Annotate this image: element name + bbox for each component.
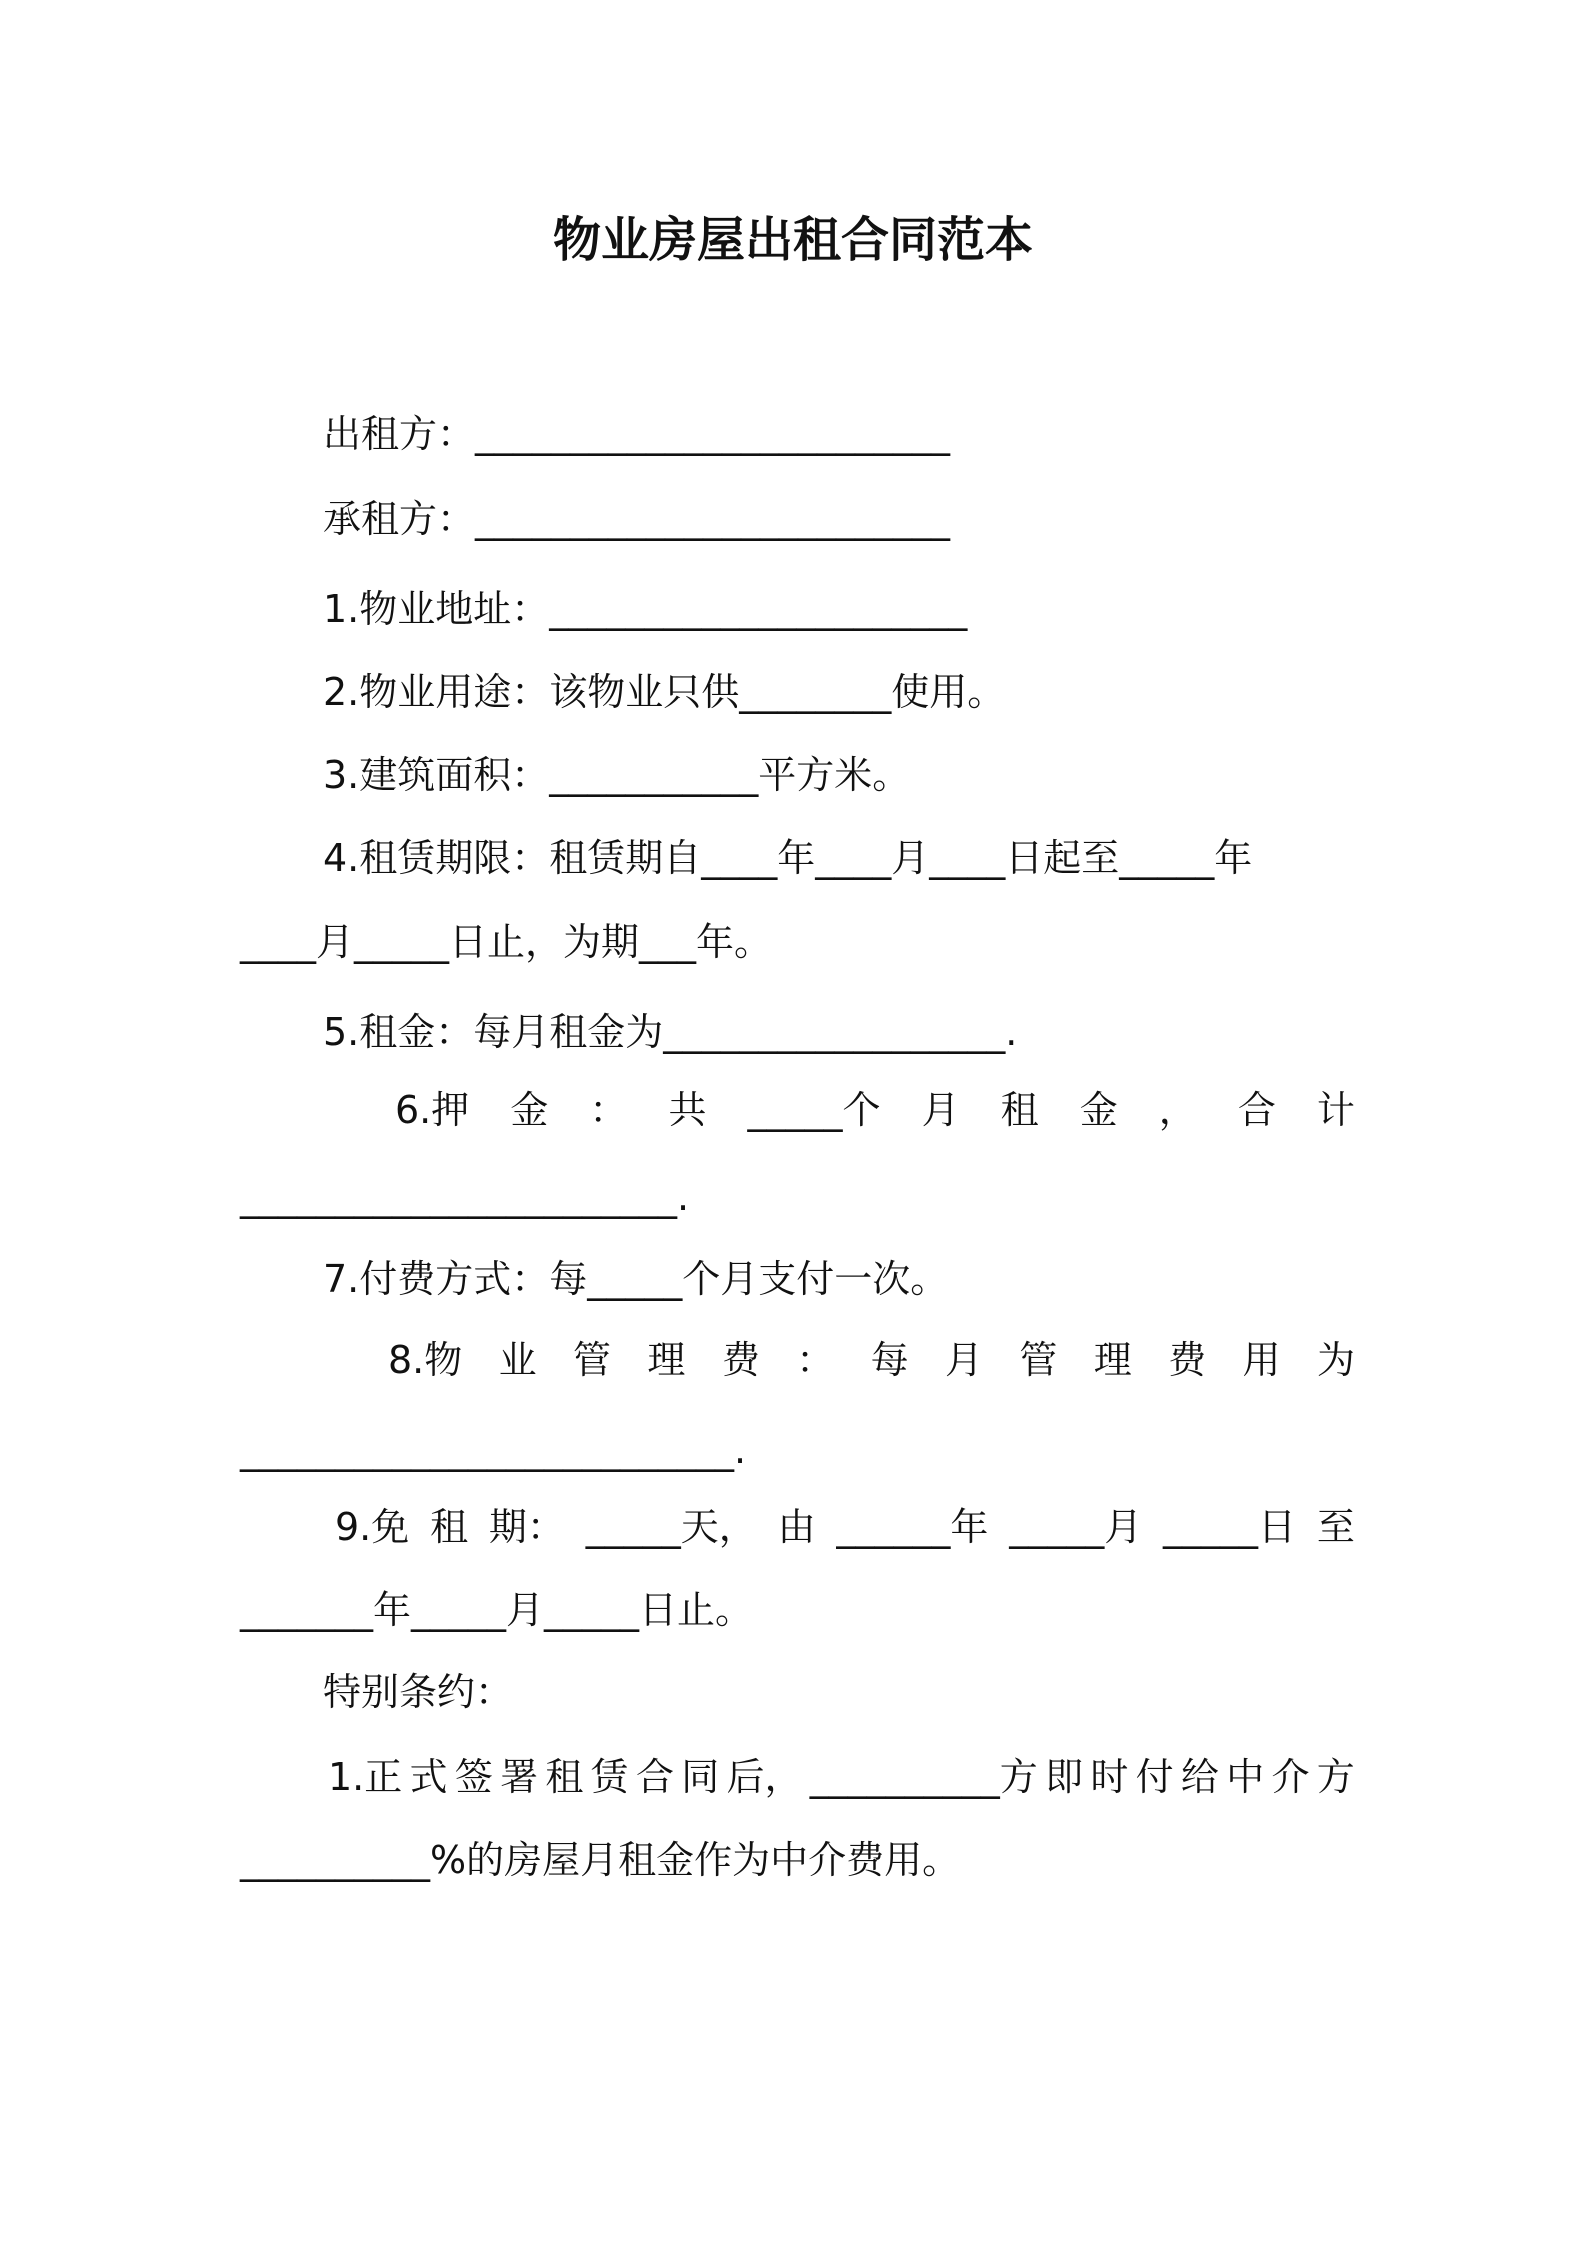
special-1-token: 介 bbox=[1271, 1755, 1310, 1799]
clause-6-deposit-line2: _______________________. bbox=[240, 1175, 690, 1219]
special-1-token: 即 bbox=[1045, 1755, 1084, 1799]
clause-6-token: 共 bbox=[668, 1088, 707, 1132]
clause-6-token: 金 bbox=[1079, 1088, 1118, 1132]
clause-9-token: 期： bbox=[488, 1505, 565, 1549]
special-terms-heading: 特别条约： bbox=[323, 1670, 514, 1714]
special-1-token: 1.正 bbox=[328, 1755, 403, 1799]
clause-6-token: 6.押 bbox=[395, 1088, 470, 1132]
clause-8-token: 8.物 bbox=[388, 1338, 463, 1382]
clause-4-term-line1: 4.租赁期限：租赁期自____年____月____日起至_____年 bbox=[323, 836, 1253, 880]
clause-6-token: _____个 bbox=[747, 1088, 881, 1132]
clause-6-token: 月 bbox=[921, 1088, 960, 1132]
clause-9-token: _____月 bbox=[1009, 1505, 1143, 1549]
clause-6-token: 计 bbox=[1316, 1088, 1355, 1132]
clause-9-token: 由 bbox=[777, 1505, 816, 1549]
lessor-line: 出租方：_________________________ bbox=[323, 412, 951, 456]
clause-8-token: ： bbox=[796, 1338, 835, 1382]
clause-8-mgmt-fee-line2: __________________________. bbox=[240, 1428, 747, 1472]
clause-8-token: 费 bbox=[1168, 1338, 1207, 1382]
lessee-line: 承租方：_________________________ bbox=[323, 497, 951, 541]
clause-1-address: 1.物业地址：______________________ bbox=[323, 587, 968, 631]
clause-8-token: 用 bbox=[1242, 1338, 1281, 1382]
clause-6-token: 租 bbox=[1000, 1088, 1039, 1132]
special-1-token: __________方 bbox=[809, 1755, 1038, 1799]
clause-9-token: ______年 bbox=[836, 1505, 989, 1549]
special-1-token: 赁 bbox=[590, 1755, 629, 1799]
special-1-token: 署 bbox=[500, 1755, 539, 1799]
clause-4-term-line2: ____月_____日止，为期___年。 bbox=[240, 920, 773, 964]
special-1-token: 中 bbox=[1226, 1755, 1265, 1799]
clause-9-token: 至 bbox=[1316, 1505, 1355, 1549]
clause-3-area: 3.建筑面积：___________平方米。 bbox=[323, 753, 911, 797]
clause-8-token: 为 bbox=[1316, 1338, 1355, 1382]
clause-8-token: 理 bbox=[647, 1338, 686, 1382]
clause-5-rent: 5.租金：每月租金为__________________. bbox=[323, 1010, 1018, 1054]
special-1-token: 时 bbox=[1090, 1755, 1129, 1799]
special-1-token: 同 bbox=[681, 1755, 720, 1799]
document-title: 物业房屋出租合同范本 bbox=[552, 212, 1033, 268]
special-term-1-line2: __________%的房屋月租金作为中介费用。 bbox=[240, 1838, 961, 1882]
clause-9-token: 9.免 bbox=[335, 1505, 410, 1549]
clause-9-rent-free-line2: _______年_____月_____日止。 bbox=[240, 1588, 754, 1632]
clause-8-token: 费 bbox=[721, 1338, 760, 1382]
special-1-token: 方 bbox=[1316, 1755, 1355, 1799]
clause-7-payment: 7.付费方式：每_____个月支付一次。 bbox=[323, 1257, 949, 1301]
clause-9-token: 租 bbox=[430, 1505, 469, 1549]
special-term-1-line1 bbox=[328, 1755, 1355, 1801]
clause-8-token: 月 bbox=[944, 1338, 983, 1382]
clause-8-token: 理 bbox=[1093, 1338, 1132, 1382]
clause-8-mgmt-fee-line1 bbox=[388, 1338, 1355, 1384]
clause-8-token: 管 bbox=[1019, 1338, 1058, 1382]
special-1-token: 后， bbox=[726, 1755, 803, 1799]
special-1-token: 合 bbox=[635, 1755, 674, 1799]
clause-9-rent-free-line1 bbox=[335, 1505, 1355, 1551]
special-1-token: 式 bbox=[409, 1755, 448, 1799]
clause-6-deposit-line1 bbox=[395, 1088, 1355, 1134]
clause-6-token: ： bbox=[589, 1088, 628, 1132]
clause-8-token: 业 bbox=[498, 1338, 537, 1382]
clause-9-token: _____日 bbox=[1163, 1505, 1297, 1549]
clause-9-token: _____天， bbox=[585, 1505, 757, 1549]
special-1-token: 给 bbox=[1180, 1755, 1219, 1799]
clause-2-usage: 2.物业用途：该物业只供________使用。 bbox=[323, 670, 1006, 714]
clause-8-token: 每 bbox=[870, 1338, 909, 1382]
clause-8-token: 管 bbox=[573, 1338, 612, 1382]
clause-6-token: 合 bbox=[1237, 1088, 1276, 1132]
special-1-token: 付 bbox=[1135, 1755, 1174, 1799]
clause-6-token: ， bbox=[1158, 1088, 1197, 1132]
special-1-token: 签 bbox=[454, 1755, 493, 1799]
clause-6-token: 金 bbox=[510, 1088, 549, 1132]
special-1-token: 租 bbox=[545, 1755, 584, 1799]
